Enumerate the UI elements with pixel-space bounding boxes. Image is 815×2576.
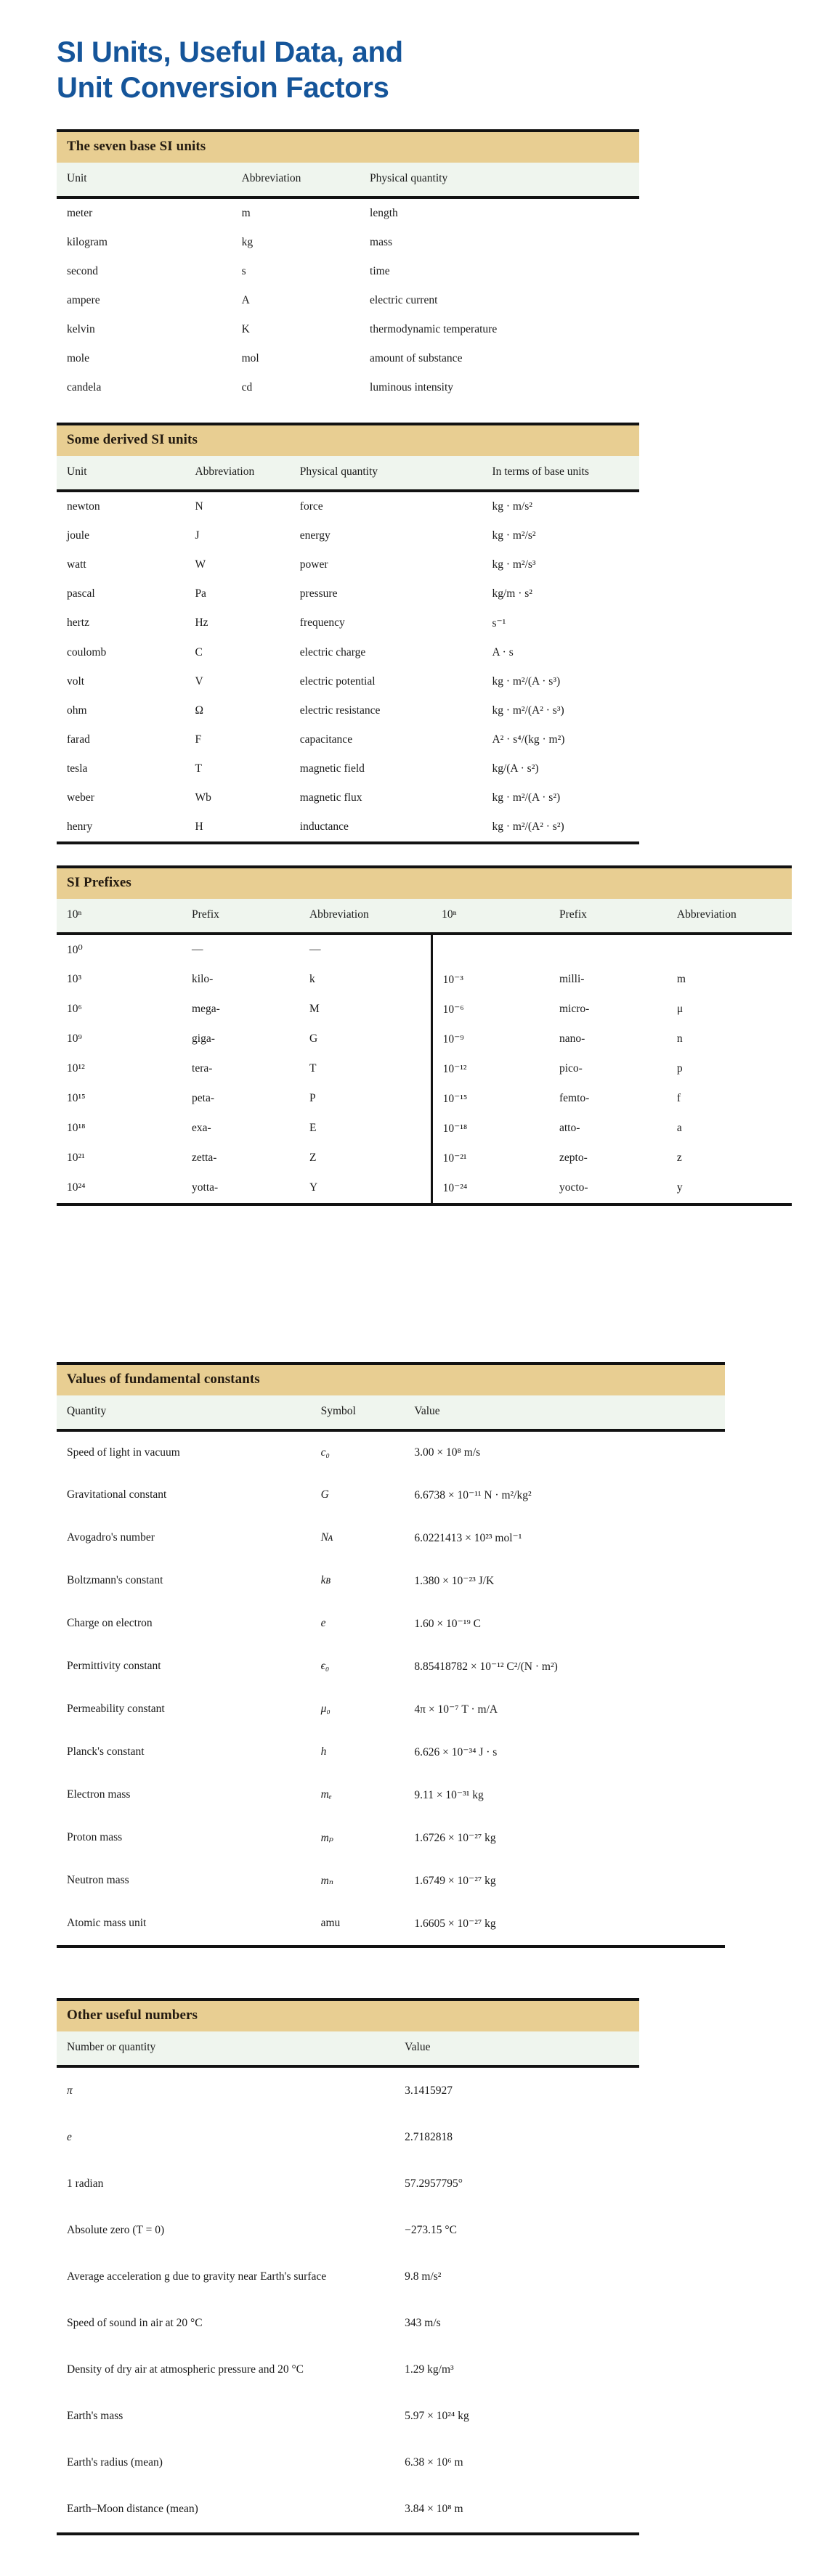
- cell-power-left: 10⁹: [67, 1032, 82, 1045]
- cell-prefix-left: —: [192, 943, 203, 955]
- column-header-physical-quantity: Physical quantity: [299, 465, 378, 478]
- table-row: [57, 1084, 792, 1114]
- cell-number-or-quantity: Average acceleration g due to gravity near Earth's surface: [67, 2270, 327, 2283]
- table-row: [57, 2254, 639, 2300]
- table-bottom-rule: [57, 2532, 639, 2535]
- cell-base-units: kg · m²/(A² · s²): [492, 820, 564, 833]
- cell-unit: meter: [67, 207, 93, 219]
- cell-abbreviation-left: T: [309, 1062, 317, 1075]
- cell-power-right: 10⁻²⁴: [431, 1173, 549, 1203]
- cell-physical-quantity: amount of substance: [370, 352, 463, 364]
- cell-abbreviation: Wb: [195, 791, 211, 804]
- cell-physical-quantity: inductance: [299, 820, 349, 833]
- cell-number-or-quantity: Earth's mass: [67, 2410, 123, 2422]
- cell-abbreviation-right: [667, 935, 792, 965]
- table-bottom-rule: [57, 1203, 792, 1206]
- cell-power-left: 10⁶: [67, 1003, 82, 1015]
- table-row: [57, 1024, 792, 1054]
- column-header-value: Value: [405, 2041, 431, 2053]
- cell-number-or-quantity: π: [67, 2084, 73, 2097]
- cell-symbol: h: [320, 1745, 327, 1758]
- cell-base-units: A² · s⁴/(kg · m²): [492, 733, 565, 746]
- cell-abbreviation: Pa: [195, 587, 206, 600]
- table-band-header: [57, 425, 639, 456]
- cell-value: 5.97 × 10²⁴ kg: [405, 2410, 469, 2422]
- table-row: [57, 1731, 725, 1774]
- column-header-physical-quantity: Physical quantity: [370, 172, 448, 184]
- cell-unit: newton: [67, 500, 100, 513]
- cell-abbreviation: F: [195, 733, 202, 746]
- cell-base-units: kg · m²/(A · s³): [492, 675, 561, 688]
- cell-prefix-left: exa-: [192, 1122, 211, 1134]
- cell-physical-quantity: luminous intensity: [370, 381, 453, 394]
- cell-power-right: 10⁻¹⁵: [431, 1084, 549, 1114]
- cell-unit: henry: [67, 820, 93, 833]
- cell-prefix-left: yotta-: [192, 1181, 219, 1194]
- cell-value: 343 m/s: [405, 2317, 441, 2329]
- table-band-header: [57, 132, 639, 163]
- cell-abbreviation: H: [195, 820, 203, 833]
- table-row: [57, 2207, 639, 2254]
- table-derived-si-units: [57, 423, 639, 844]
- cell-abbreviation: A: [241, 294, 250, 306]
- cell-quantity: Boltzmann's constant: [67, 1574, 163, 1586]
- cell-quantity: Electron mass: [67, 1788, 131, 1801]
- table-other-useful-numbers: [57, 1998, 639, 2535]
- cell-power-left: 10²¹: [67, 1152, 85, 1164]
- cell-prefix-left: kilo-: [192, 973, 214, 985]
- cell-abbreviation-left: M: [309, 1003, 320, 1015]
- cell-unit: kilogram: [67, 236, 108, 248]
- table-row: [57, 608, 639, 638]
- cell-abbreviation: K: [241, 323, 250, 335]
- cell-value: 2.7182818: [405, 2131, 453, 2143]
- table-row: [57, 754, 639, 783]
- table-row: [57, 1602, 725, 1645]
- cell-base-units: kg · m²/(A · s²): [492, 791, 561, 804]
- table-band-header: [57, 868, 792, 899]
- cell-abbreviation: J: [195, 529, 200, 542]
- cell-number-or-quantity: 1 radian: [67, 2177, 104, 2190]
- page-title-line-2: Unit Conversion Factors: [57, 71, 389, 104]
- table-row: [57, 812, 639, 841]
- cell-abbreviation-right: n: [676, 1032, 683, 1045]
- table-row: [57, 344, 639, 373]
- cell-unit: weber: [67, 791, 94, 804]
- cell-abbreviation: T: [195, 762, 202, 775]
- cell-abbreviation-left: k: [309, 973, 315, 985]
- column-header-prefix-right: Prefix: [559, 908, 587, 921]
- cell-abbreviation-left: —: [309, 943, 321, 955]
- table-row: [57, 2300, 639, 2347]
- cell-unit: mole: [67, 352, 89, 364]
- cell-quantity: Atomic mass unit: [67, 1917, 147, 1929]
- table-row: [57, 1688, 725, 1731]
- cell-abbreviation: V: [195, 675, 203, 688]
- cell-abbreviation: C: [195, 646, 203, 659]
- cell-power-right: 10⁻⁹: [431, 1024, 549, 1054]
- table-row: [57, 965, 792, 995]
- cell-power-right: 10⁻⁶: [431, 995, 549, 1024]
- table-row: [57, 2161, 639, 2207]
- cell-prefix-left: giga-: [192, 1032, 215, 1045]
- table-column-header: [57, 456, 639, 489]
- table-row: [57, 257, 639, 286]
- column-header-prefix-left: Prefix: [192, 908, 219, 921]
- table-row: [57, 315, 639, 344]
- cell-value: 1.6749 × 10⁻²⁷ kg: [414, 1875, 496, 1887]
- cell-abbreviation-left: Y: [309, 1181, 318, 1194]
- table-row: [57, 696, 639, 725]
- cell-base-units: A · s: [492, 646, 514, 659]
- cell-number-or-quantity: Density of dry air at atmospheric pressure and 20 °C: [67, 2363, 304, 2376]
- cell-prefix-right: pico-: [559, 1062, 583, 1075]
- cell-abbreviation: kg: [241, 236, 254, 248]
- cell-physical-quantity: electric charge: [299, 646, 366, 659]
- cell-value: 3.1415927: [405, 2084, 453, 2097]
- cell-quantity: Proton mass: [67, 1831, 123, 1843]
- table-row: [57, 2486, 639, 2532]
- table-row: [57, 638, 639, 667]
- cell-base-units: kg/(A · s²): [492, 762, 539, 775]
- cell-value: 9.11 × 10⁻³¹ kg: [414, 1789, 484, 1801]
- cell-symbol: mₙ: [320, 1875, 334, 1887]
- cell-value: −273.15 °C: [405, 2224, 457, 2236]
- cell-physical-quantity: thermodynamic temperature: [370, 323, 498, 335]
- table-band-title: The seven base SI units: [67, 139, 206, 154]
- table-column-header: [57, 2031, 639, 2065]
- cell-abbreviation-left: E: [309, 1122, 317, 1134]
- table-body: [57, 199, 639, 402]
- cell-base-units: kg · m²/(A² · s³): [492, 704, 564, 717]
- cell-number-or-quantity: Absolute zero (T = 0): [67, 2224, 165, 2236]
- cell-physical-quantity: energy: [299, 529, 331, 542]
- table-bottom-rule: [57, 841, 639, 844]
- cell-prefix-left: zetta-: [192, 1152, 217, 1164]
- cell-unit: joule: [67, 529, 89, 542]
- table-row: [57, 2068, 639, 2114]
- cell-symbol: G: [320, 1488, 329, 1501]
- cell-symbol: amu: [320, 1917, 341, 1929]
- cell-physical-quantity: capacitance: [299, 733, 353, 746]
- cell-symbol: c₀: [320, 1446, 330, 1459]
- cell-unit: ohm: [67, 704, 87, 717]
- table-row: [57, 1817, 725, 1859]
- cell-value: 8.85418782 × 10⁻¹² C²/(N · m²): [414, 1660, 558, 1673]
- column-header-abbreviation-right: Abbreviation: [676, 908, 737, 921]
- cell-value: 6.0221413 × 10²³ mol⁻¹: [414, 1532, 522, 1544]
- column-header-symbol: Symbol: [320, 1405, 356, 1417]
- cell-number-or-quantity: Earth's radius (mean): [67, 2456, 163, 2469]
- cell-unit: candela: [67, 381, 102, 394]
- table-row: [57, 935, 792, 965]
- table-row: [57, 199, 639, 228]
- cell-power-right: [431, 935, 549, 965]
- cell-number-or-quantity: Speed of sound in air at 20 °C: [67, 2317, 203, 2329]
- cell-power-right: 10⁻¹⁸: [431, 1114, 549, 1144]
- table-row: [57, 1560, 725, 1602]
- table-body: [57, 492, 639, 841]
- cell-abbreviation-left: G: [309, 1032, 318, 1045]
- cell-abbreviation: mol: [241, 352, 259, 364]
- cell-abbreviation-right: a: [676, 1122, 682, 1134]
- cell-quantity: Planck's constant: [67, 1745, 145, 1758]
- cell-prefix-right: milli-: [559, 973, 585, 985]
- table-row: [57, 2440, 639, 2486]
- cell-unit: kelvin: [67, 323, 95, 335]
- cell-value: 4π × 10⁻⁷ T · m/A: [414, 1703, 498, 1716]
- cell-number-or-quantity: Earth–Moon distance (mean): [67, 2503, 198, 2515]
- cell-abbreviation-right: f: [676, 1092, 681, 1104]
- column-header-number-or-quantity: Number or quantity: [67, 2041, 156, 2053]
- table-row: [57, 228, 639, 257]
- table-row: [57, 1474, 725, 1517]
- table-band-title: Other useful numbers: [67, 2008, 198, 2023]
- cell-base-units: s⁻¹: [492, 617, 506, 629]
- table-row: [57, 1517, 725, 1560]
- cell-physical-quantity: electric resistance: [299, 704, 381, 717]
- cell-prefix-right: atto-: [559, 1122, 580, 1134]
- cell-abbreviation-right: p: [676, 1062, 683, 1075]
- cell-power-left: 10²⁴: [67, 1181, 86, 1194]
- table-body: [57, 2068, 639, 2532]
- cell-value: 6.626 × 10⁻³⁴ J · s: [414, 1746, 498, 1758]
- column-header-unit: Unit: [67, 172, 87, 184]
- table-row: [57, 550, 639, 579]
- cell-physical-quantity: frequency: [299, 616, 345, 629]
- cell-value: 1.6726 × 10⁻²⁷ kg: [414, 1832, 496, 1844]
- cell-value: 3.84 × 10⁸ m: [405, 2503, 463, 2515]
- column-header-abbreviation: Abbreviation: [241, 172, 301, 184]
- column-header-unit: Unit: [67, 465, 87, 478]
- cell-prefix-left: mega-: [192, 1003, 220, 1015]
- table-row: [57, 1774, 725, 1817]
- cell-value: 1.29 kg/m³: [405, 2363, 454, 2376]
- column-header-power-right: 10ⁿ: [442, 908, 457, 921]
- cell-physical-quantity: mass: [370, 236, 393, 248]
- cell-abbreviation: W: [195, 558, 206, 571]
- column-header-value: Value: [414, 1405, 440, 1417]
- table-row: [57, 521, 639, 550]
- cell-symbol: Nᴀ: [320, 1531, 333, 1544]
- cell-physical-quantity: electric potential: [299, 675, 376, 688]
- cell-base-units: kg · m/s²: [492, 500, 532, 513]
- table-band-header: [57, 1365, 725, 1395]
- table-row: [57, 1902, 725, 1945]
- cell-physical-quantity: magnetic field: [299, 762, 365, 775]
- cell-physical-quantity: length: [370, 207, 398, 219]
- cell-power-right: 10⁻¹²: [431, 1054, 549, 1084]
- table-column-header: [57, 899, 792, 932]
- cell-power-left: 10³: [67, 973, 82, 985]
- cell-quantity: Permittivity constant: [67, 1660, 161, 1672]
- cell-prefix-right: micro-: [559, 1003, 590, 1015]
- table-row: [57, 1114, 792, 1144]
- cell-quantity: Avogadro's number: [67, 1531, 155, 1544]
- table-body: [57, 935, 792, 1203]
- cell-symbol: mₚ: [320, 1832, 333, 1844]
- cell-prefix-right: zepto-: [559, 1152, 588, 1164]
- cell-value: 1.60 × 10⁻¹⁹ C: [414, 1618, 481, 1630]
- table-band-title: Some derived SI units: [67, 432, 198, 447]
- cell-value: 9.8 m/s²: [405, 2270, 442, 2283]
- table-column-header: [57, 163, 639, 196]
- cell-physical-quantity: electric current: [370, 294, 438, 306]
- cell-symbol: μ₀: [320, 1703, 331, 1715]
- cell-number-or-quantity: e: [67, 2131, 72, 2143]
- table-band-title: Values of fundamental constants: [67, 1371, 260, 1387]
- cell-prefix-left: peta-: [192, 1092, 215, 1104]
- cell-physical-quantity: magnetic flux: [299, 791, 362, 804]
- cell-unit: tesla: [67, 762, 88, 775]
- cell-quantity: Neutron mass: [67, 1874, 129, 1886]
- table-row: [57, 286, 639, 315]
- column-header-base-units: In terms of base units: [492, 465, 589, 478]
- table-row: [57, 1173, 792, 1203]
- table-row: [57, 667, 639, 696]
- table-row: [57, 725, 639, 754]
- table-row: [57, 783, 639, 812]
- cell-abbreviation: Hz: [195, 616, 208, 629]
- cell-unit: pascal: [67, 587, 95, 600]
- cell-value: 1.380 × 10⁻²³ J/K: [414, 1575, 495, 1587]
- cell-value: 3.00 × 10⁸ m/s: [414, 1446, 481, 1459]
- cell-symbol: kʙ: [320, 1574, 331, 1586]
- table-row: [57, 1432, 725, 1474]
- cell-physical-quantity: pressure: [299, 587, 338, 600]
- table-row: [57, 1859, 725, 1902]
- table-row: [57, 2347, 639, 2393]
- cell-abbreviation: cd: [241, 381, 253, 394]
- cell-physical-quantity: time: [370, 265, 390, 277]
- table-row: [57, 1144, 792, 1173]
- page-title: [57, 35, 681, 106]
- cell-physical-quantity: power: [299, 558, 328, 571]
- cell-abbreviation: s: [241, 265, 246, 277]
- table-band-title: SI Prefixes: [67, 875, 131, 890]
- cell-abbreviation: Ω: [195, 704, 203, 717]
- cell-quantity: Permeability constant: [67, 1703, 165, 1715]
- cell-value: 6.6738 × 10⁻¹¹ N · m²/kg²: [414, 1489, 532, 1501]
- cell-power-left: 10¹⁵: [67, 1092, 86, 1104]
- table-row: [57, 373, 639, 402]
- table-fundamental-constants: [57, 1362, 725, 1948]
- cell-value: 6.38 × 10⁶ m: [405, 2456, 463, 2469]
- cell-quantity: Gravitational constant: [67, 1488, 167, 1501]
- cell-prefix-right: femto-: [559, 1092, 590, 1104]
- table-bottom-rule: [57, 1945, 725, 1948]
- cell-symbol: mₑ: [320, 1788, 332, 1801]
- cell-value: 57.2957795°: [405, 2177, 463, 2190]
- cell-prefix-right: yocto-: [559, 1181, 588, 1194]
- cell-unit: hertz: [67, 616, 89, 629]
- cell-power-right: 10⁻²¹: [431, 1144, 549, 1173]
- column-header-quantity: Quantity: [67, 1405, 107, 1417]
- table-si-prefixes: [57, 865, 792, 1206]
- column-header-abbreviation: Abbreviation: [195, 465, 255, 478]
- cell-physical-quantity: force: [299, 500, 323, 513]
- cell-abbreviation-left: Z: [309, 1152, 317, 1164]
- table-row: [57, 2114, 639, 2161]
- cell-value: 1.6605 × 10⁻²⁷ kg: [414, 1917, 496, 1930]
- cell-base-units: kg · m²/s²: [492, 529, 536, 542]
- table-row: [57, 492, 639, 521]
- table-base-si-units: [57, 129, 639, 402]
- table-row: [57, 995, 792, 1024]
- cell-abbreviation-right: y: [676, 1181, 683, 1194]
- cell-symbol: e: [320, 1617, 326, 1629]
- cell-base-units: kg · m²/s³: [492, 558, 536, 571]
- cell-abbreviation-left: P: [309, 1092, 316, 1104]
- table-row: [57, 1645, 725, 1688]
- cell-quantity: Charge on electron: [67, 1617, 153, 1629]
- cell-prefix-right: nano-: [559, 1032, 585, 1045]
- column-header-abbreviation-left: Abbreviation: [309, 908, 369, 921]
- column-header-power-left: 10ⁿ: [67, 908, 82, 921]
- table-column-header: [57, 1395, 725, 1429]
- cell-abbreviation-right: z: [676, 1152, 682, 1164]
- cell-unit: coulomb: [67, 646, 107, 659]
- table-row: [57, 2393, 639, 2440]
- cell-unit: second: [67, 265, 99, 277]
- cell-unit: watt: [67, 558, 86, 571]
- cell-power-left: 10⁰: [67, 944, 83, 956]
- cell-symbol: ϵ₀: [320, 1660, 330, 1672]
- table-band-header: [57, 2001, 639, 2031]
- cell-abbreviation: m: [241, 207, 251, 219]
- table-body: [57, 1432, 725, 1945]
- cell-abbreviation-right: m: [676, 973, 686, 985]
- cell-power-left: 10¹²: [67, 1062, 85, 1075]
- cell-prefix-right: [549, 935, 667, 965]
- cell-prefix-left: tera-: [192, 1062, 213, 1075]
- cell-power-right: 10⁻³: [431, 965, 549, 995]
- table-row: [57, 579, 639, 608]
- cell-quantity: Speed of light in vacuum: [67, 1446, 180, 1459]
- cell-unit: farad: [67, 733, 90, 746]
- cell-abbreviation: N: [195, 500, 203, 513]
- cell-base-units: kg/m · s²: [492, 587, 532, 600]
- cell-power-left: 10¹⁸: [67, 1122, 86, 1134]
- table-row: [57, 1054, 792, 1084]
- cell-abbreviation-right: μ: [676, 1003, 684, 1015]
- cell-unit: volt: [67, 675, 85, 688]
- cell-unit: ampere: [67, 294, 100, 306]
- page-title-line-1: SI Units, Useful Data, and: [57, 36, 403, 68]
